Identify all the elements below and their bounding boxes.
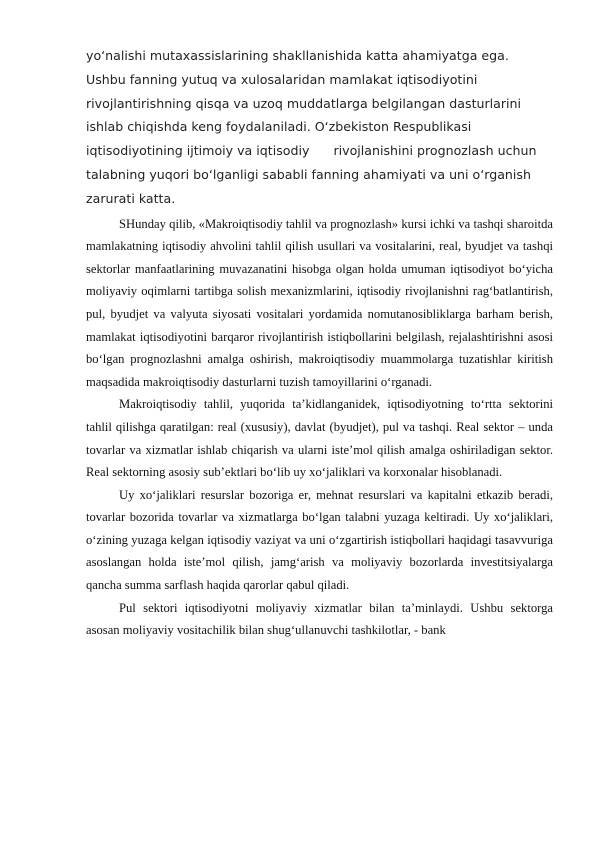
intro-line: zarurati katta. [86, 190, 176, 206]
intro-line: rivojlantirishning qisqa va uzoq muddatlarga belgilangan dasturlarini [86, 95, 522, 111]
body-paragraph: Makroiqtisodiy tahlil, yuqorida ta’kidlanganidek, iqtisodiyotning to‘rtta sektorini tahlil qilishga qaratilgan: real (xususiy), davlat (byudjet), pul va tashqi. Real sektor – unda tovarlar va xizmatlar ishlab chiqarish va ularni iste’mol qilish amalga oshiriladigan sektor. Real sektorning asosiy sub’ektlari bo‘lib uy xo‘jaliklari va korxonalar hisoblanadi. [86, 397, 553, 480]
intro-line: yo‘nalishi mutaxassislarining shakllanishida katta ahamiyatga ega. [86, 48, 509, 63]
document-page [86, 44, 553, 642]
intro-line: talabning yuqori bo‘lganligi sababli fanning ahamiyati va uni o‘rganish [86, 166, 531, 182]
intro-paragraph [86, 44, 553, 211]
intro-line: ishlab chiqishda keng foydalaniladi. O‘zbekiston Respublikasi [86, 119, 472, 135]
body-paragraph: Pul sektori iqtisodiyotni moliyaviy xizmatlar bilan ta’minlaydi. Ushbu sektorga asosan moliyaviy vositachilik bilan shug‘ullanuvchi tashkilotlar, - bank [86, 600, 553, 638]
intro-line: Ushbu fanning yutuq va xulosalaridan mamlakat iqtisodiyotini [86, 71, 478, 87]
intro-line: iqtisodiyotining ijtimoiy va iqtisodiy rivojlanishini prognozlash uchun [86, 143, 537, 159]
body-paragraph: Uy xo‘jaliklari resurslar bozoriga er, mehnat resurslari va kapitalni etkazib beradi, tovarlar bozorida tovarlar va xizmatlarga bo‘lgan talabni yuzaga keltiradi. Uy xo‘jaliklari, o‘zining yuzaga kelgan iqtisodiy vaziyat va uni o‘zgartirish istiqbollari haqidagi tasavvuriga asoslangan holda iste’mol qilish, jamg‘arish va moliyaviy bozorlarda investitsiyalarga qancha summa sarflash haqida qarorlar qabul qiladi. [86, 487, 553, 593]
body-paragraph: SHunday qilib, «Makroiqtisodiy tahlil va prognozlash» kursi ichki va tashqi sharoitda mamlakatning iqtisodiy ahvolini tahlil qilish usullari va vositalarini, real, byudjet va tashqi sektorlar manfaatlarining muvazanatini hisobga olgan holda umuman iqtisodiyot bo‘yicha moliyaviy oqimlarni tartibga solish mexanizmlarini, iqtisodiy rivojlanishni rag‘batlantirish, pul, byudjet va valyuta siyosati vositalari yordamida nomutanosibliklarga barham berish, mamlakat iqtisodiyotini barqaror rivojlantirish istiqbollarini belgilash, rejalashtirishni asosi bo‘lgan prognozlashni amalga oshirish, makroiqtisodiy muammolarga tuzatishlar kiritish maqsadida makroiqtisodiy dasturlarni tuzish tamoyillarini o‘rganadi. [86, 216, 553, 389]
